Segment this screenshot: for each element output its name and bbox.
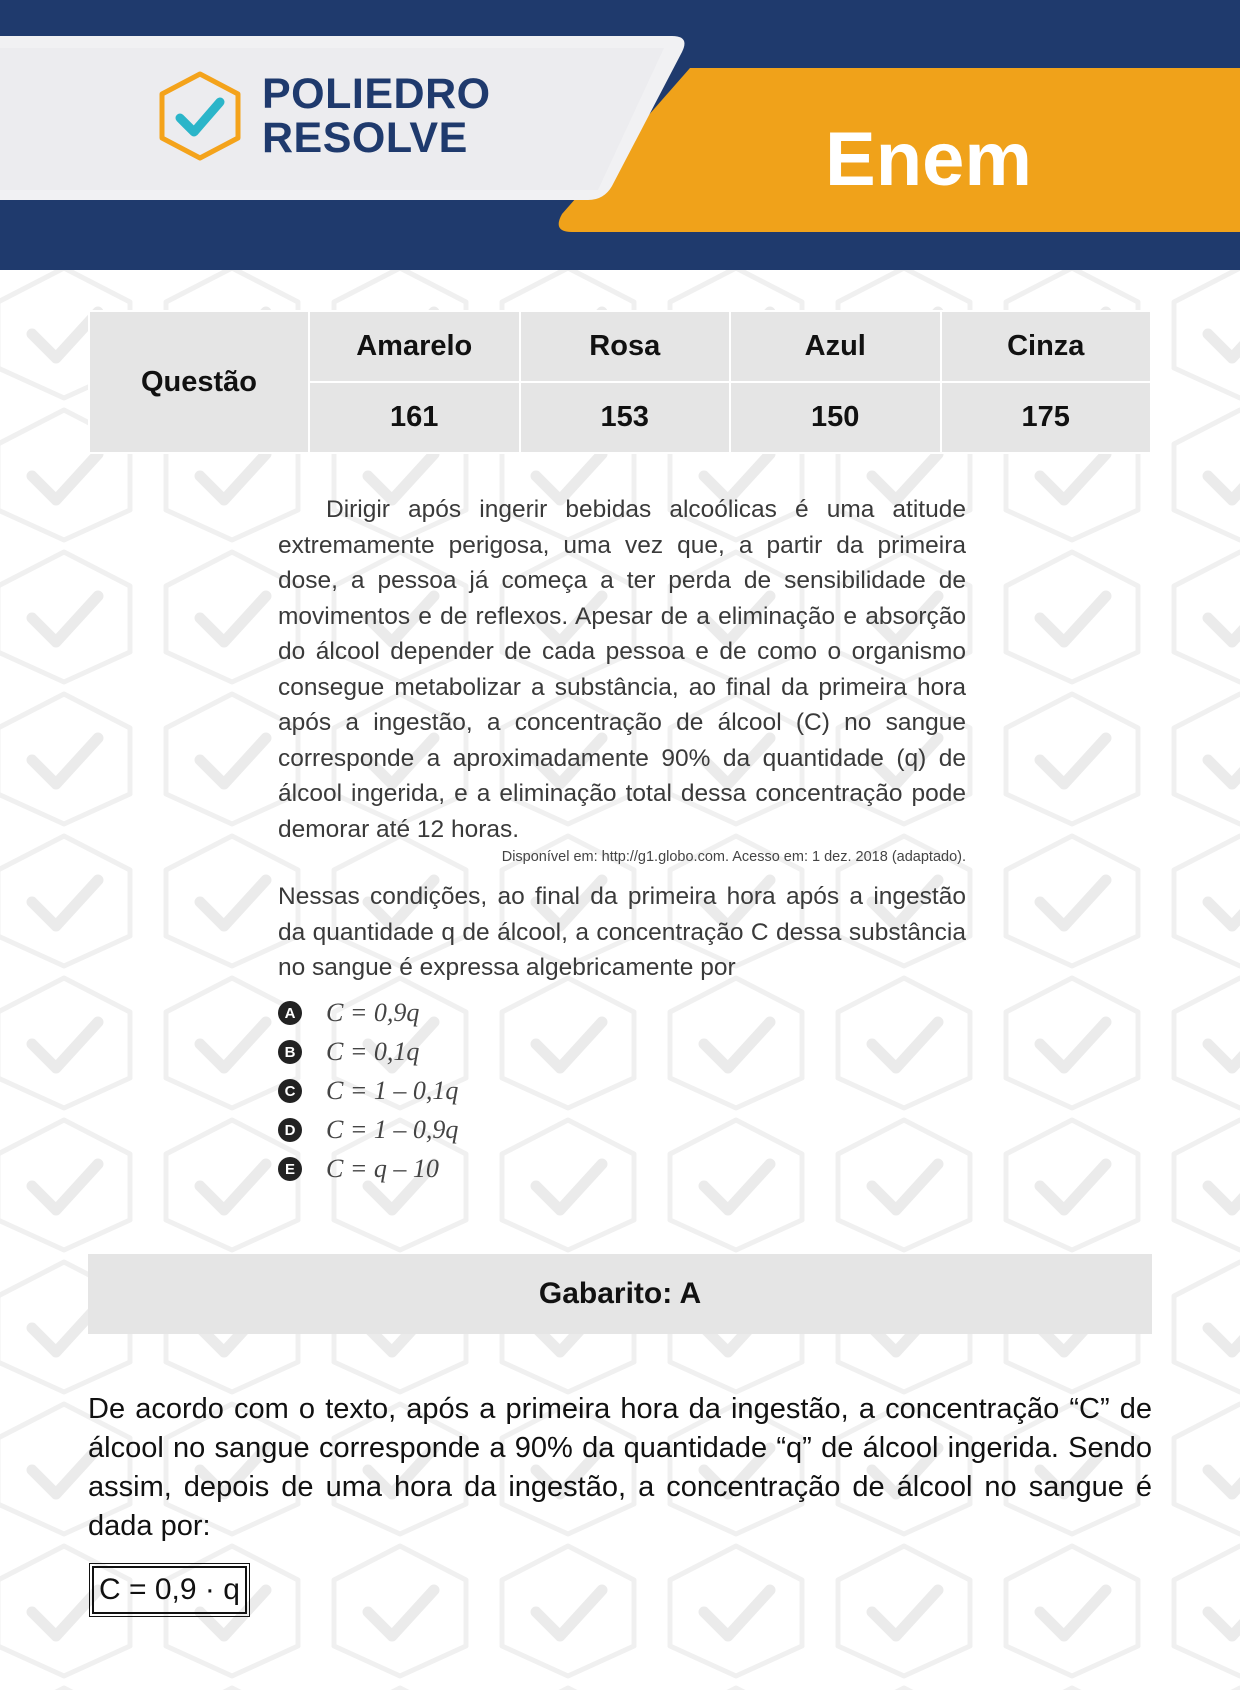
option-letter-c: C <box>278 1079 302 1103</box>
number-cinza: 175 <box>941 382 1152 453</box>
option-c <box>278 1072 966 1111</box>
option-d <box>278 1111 966 1150</box>
column-amarelo: Amarelo <box>309 311 520 382</box>
option-text-e: C = q – 10 <box>326 1154 439 1183</box>
question-number-table <box>88 310 1152 454</box>
answer-formula: C = 0,9 · q <box>99 1573 240 1606</box>
question-source: Disponível em: http://g1.globo.com. Acesso em: 1 dez. 2018 (adaptado). <box>501 849 966 865</box>
option-text-b: C = 0,1q <box>326 1037 420 1066</box>
logo-check-icon <box>156 70 244 162</box>
question-text: Dirigir após ingerir bebidas alcoólicas é uma atitude extremamente perigosa, uma vez que, a partir da primeira dose, a pessoa já começa a ter perda de sensibilidade de movimentos e de reflexos. Apesar de a eliminação e absorção do álcool depender de cada pessoa e de como o organismo consegue metabolizar a substância, ao final da primeira hora após a ingestão, a concentração de álcool (C) no sangue corresponde a aproximadamente 90% da quantidade (q) de álcool ingerida, e a eliminação total dessa concentração pode demorar até 12 horas. <box>278 496 966 843</box>
option-e <box>278 1150 966 1189</box>
option-b <box>278 1033 966 1072</box>
question-prompt: Nessas condições, ao final da primeira hora após a ingestão da quantidade q de álcool, a concentração C dessa substância no sangue é expressa algebricamente por <box>278 883 966 981</box>
answer-key-bar <box>88 1254 1152 1334</box>
option-letter-e: E <box>278 1157 302 1181</box>
option-letter-a: A <box>278 1001 302 1025</box>
option-text-c: C = 1 – 0,1q <box>326 1076 459 1105</box>
option-text-d: C = 1 – 0,9q <box>326 1115 459 1144</box>
header-banner <box>0 0 1240 270</box>
answer-formula-box <box>92 1566 247 1614</box>
answer-options <box>278 994 966 1189</box>
column-cinza: Cinza <box>941 311 1152 382</box>
question-block <box>278 492 966 1189</box>
number-rosa: 153 <box>520 382 731 453</box>
option-text-a: C = 0,9q <box>326 998 420 1027</box>
table-row <box>89 311 1151 382</box>
exam-title: Enem <box>825 117 1032 202</box>
explanation-text: De acordo com o texto, após a primeira hora da ingestão, a concentração “C” de álcool no sangue corresponde a 90% da quantidade “q” de álcool ingerida. Sendo assim, depois de uma hora da ingestão, a concentração de álcool no sangue é dada por: <box>88 1393 1152 1542</box>
question-label: Questão <box>89 311 309 453</box>
option-a <box>278 994 966 1033</box>
number-amarelo: 161 <box>309 382 520 453</box>
option-letter-b: B <box>278 1040 302 1064</box>
number-azul: 150 <box>730 382 941 453</box>
column-rosa: Rosa <box>520 311 731 382</box>
brand-logo-text <box>262 72 491 160</box>
column-azul: Azul <box>730 311 941 382</box>
answer-key-label: Gabarito: A <box>538 1277 702 1310</box>
logo-line-1: POLIEDRO <box>262 70 491 118</box>
option-letter-d: D <box>278 1118 302 1142</box>
logo-line-2: RESOLVE <box>262 114 468 162</box>
